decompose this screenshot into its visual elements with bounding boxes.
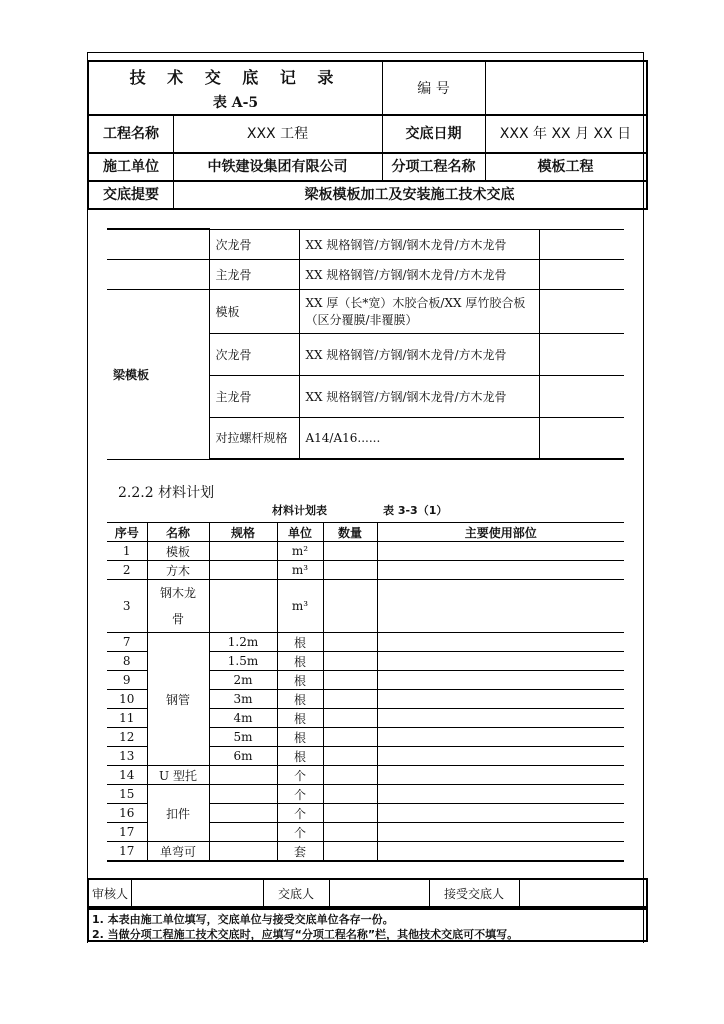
table-row: 12 5m 根 <box>107 728 624 747</box>
table-row: 8 1.5m 根 <box>107 652 624 671</box>
summary-label: 交底提要 <box>103 187 159 203</box>
table-row: 7 钢管 1.2m 根 <box>107 633 624 652</box>
col-header: 单位 <box>277 523 323 542</box>
sub-project-value: 模板工程 <box>537 159 594 175</box>
col-header: 序号 <box>107 523 147 542</box>
table-row: 1 模板 m² <box>107 542 624 561</box>
spec-group-label: 梁模板 <box>107 289 209 459</box>
fastener-group: 扣件 <box>147 785 209 842</box>
table-row: 15 扣件 个 <box>107 785 624 804</box>
header-table <box>87 60 648 210</box>
number-value <box>485 62 646 114</box>
spec-value: A14/A16...... <box>299 417 539 459</box>
material-table-title: 材料计划表 <box>272 504 327 517</box>
spec-value: XX 厚（长*宽）木胶合板/XX 厚竹胶合板（区分覆膜/非覆膜） <box>299 289 539 333</box>
note-line: 2. 当做分项工程施工技术交底时，应填写“分项工程名称”栏，其他技术交底可不填写。 <box>92 928 519 941</box>
table-row: 9 2m 根 <box>107 671 624 690</box>
notes <box>87 908 648 942</box>
col-header: 名称 <box>147 523 209 542</box>
spec-value: XX 规格钢管/方钢/钢木龙骨/方木龙骨 <box>299 375 539 417</box>
spec-item: 主龙骨 <box>209 375 299 417</box>
spec-item: 次龙骨 <box>209 333 299 375</box>
sub-project-label: 分项工程名称 <box>391 159 476 175</box>
table-row: 17 单弯可 套 <box>107 842 624 862</box>
table-row: 11 4m 根 <box>107 709 624 728</box>
table-row: 10 3m 根 <box>107 690 624 709</box>
table-row: 16 个 <box>107 804 624 823</box>
form-title: 技 术 交 底 记 录 <box>129 67 342 87</box>
spec-item: 对拉螺杆规格 <box>209 417 299 459</box>
steel-pipe-group: 钢管 <box>147 633 209 766</box>
table-row: 2 方木 m³ <box>107 561 624 580</box>
unit-value: 中铁建设集团有限公司 <box>207 159 348 175</box>
project-name-value: XXX 工程 <box>246 126 309 142</box>
note-line: 1. 本表由施工单位填写，交底单位与接受交底单位各存一份。 <box>92 913 394 926</box>
signature-row <box>87 878 648 908</box>
material-table <box>107 522 624 862</box>
table-row: 14 U 型托 个 <box>107 766 624 785</box>
reviewer-label: 审核人 <box>91 886 128 901</box>
col-header: 数量 <box>323 523 377 542</box>
spec-value: XX 规格钢管/方钢/钢木龙骨/方木龙骨 <box>299 229 539 259</box>
form-number: 表 A-5 <box>212 95 259 111</box>
spec-table <box>107 228 624 460</box>
col-header: 规格 <box>209 523 277 542</box>
number-label: 编 号 <box>417 81 450 97</box>
summary-value: 梁板模板加工及安装施工技术交底 <box>304 187 515 203</box>
unit-label: 施工单位 <box>103 159 159 175</box>
receiver-label: 接受交底人 <box>443 886 504 901</box>
spec-item: 模板 <box>209 289 299 333</box>
spec-item: 次龙骨 <box>209 229 299 259</box>
spec-value: XX 规格钢管/方钢/钢木龙骨/方木龙骨 <box>299 333 539 375</box>
date-label: 交底日期 <box>405 126 462 142</box>
discloser-label: 交底人 <box>277 886 314 901</box>
col-header: 主要使用部位 <box>377 523 624 542</box>
table-row: 3 钢木龙骨 m³ <box>107 580 624 633</box>
table-row: 13 6m 根 <box>107 747 624 766</box>
date-value: XXX 年 XX 月 XX 日 <box>499 126 632 142</box>
project-name-label: 工程名称 <box>103 126 159 142</box>
spec-value: XX 规格钢管/方钢/钢木龙骨/方木龙骨 <box>299 259 539 289</box>
spec-item: 主龙骨 <box>209 259 299 289</box>
section-heading: 2.2.2 材料计划 <box>118 485 215 501</box>
material-table-number: 表 3-3（1） <box>383 504 448 517</box>
table-row: 17 个 <box>107 823 624 842</box>
